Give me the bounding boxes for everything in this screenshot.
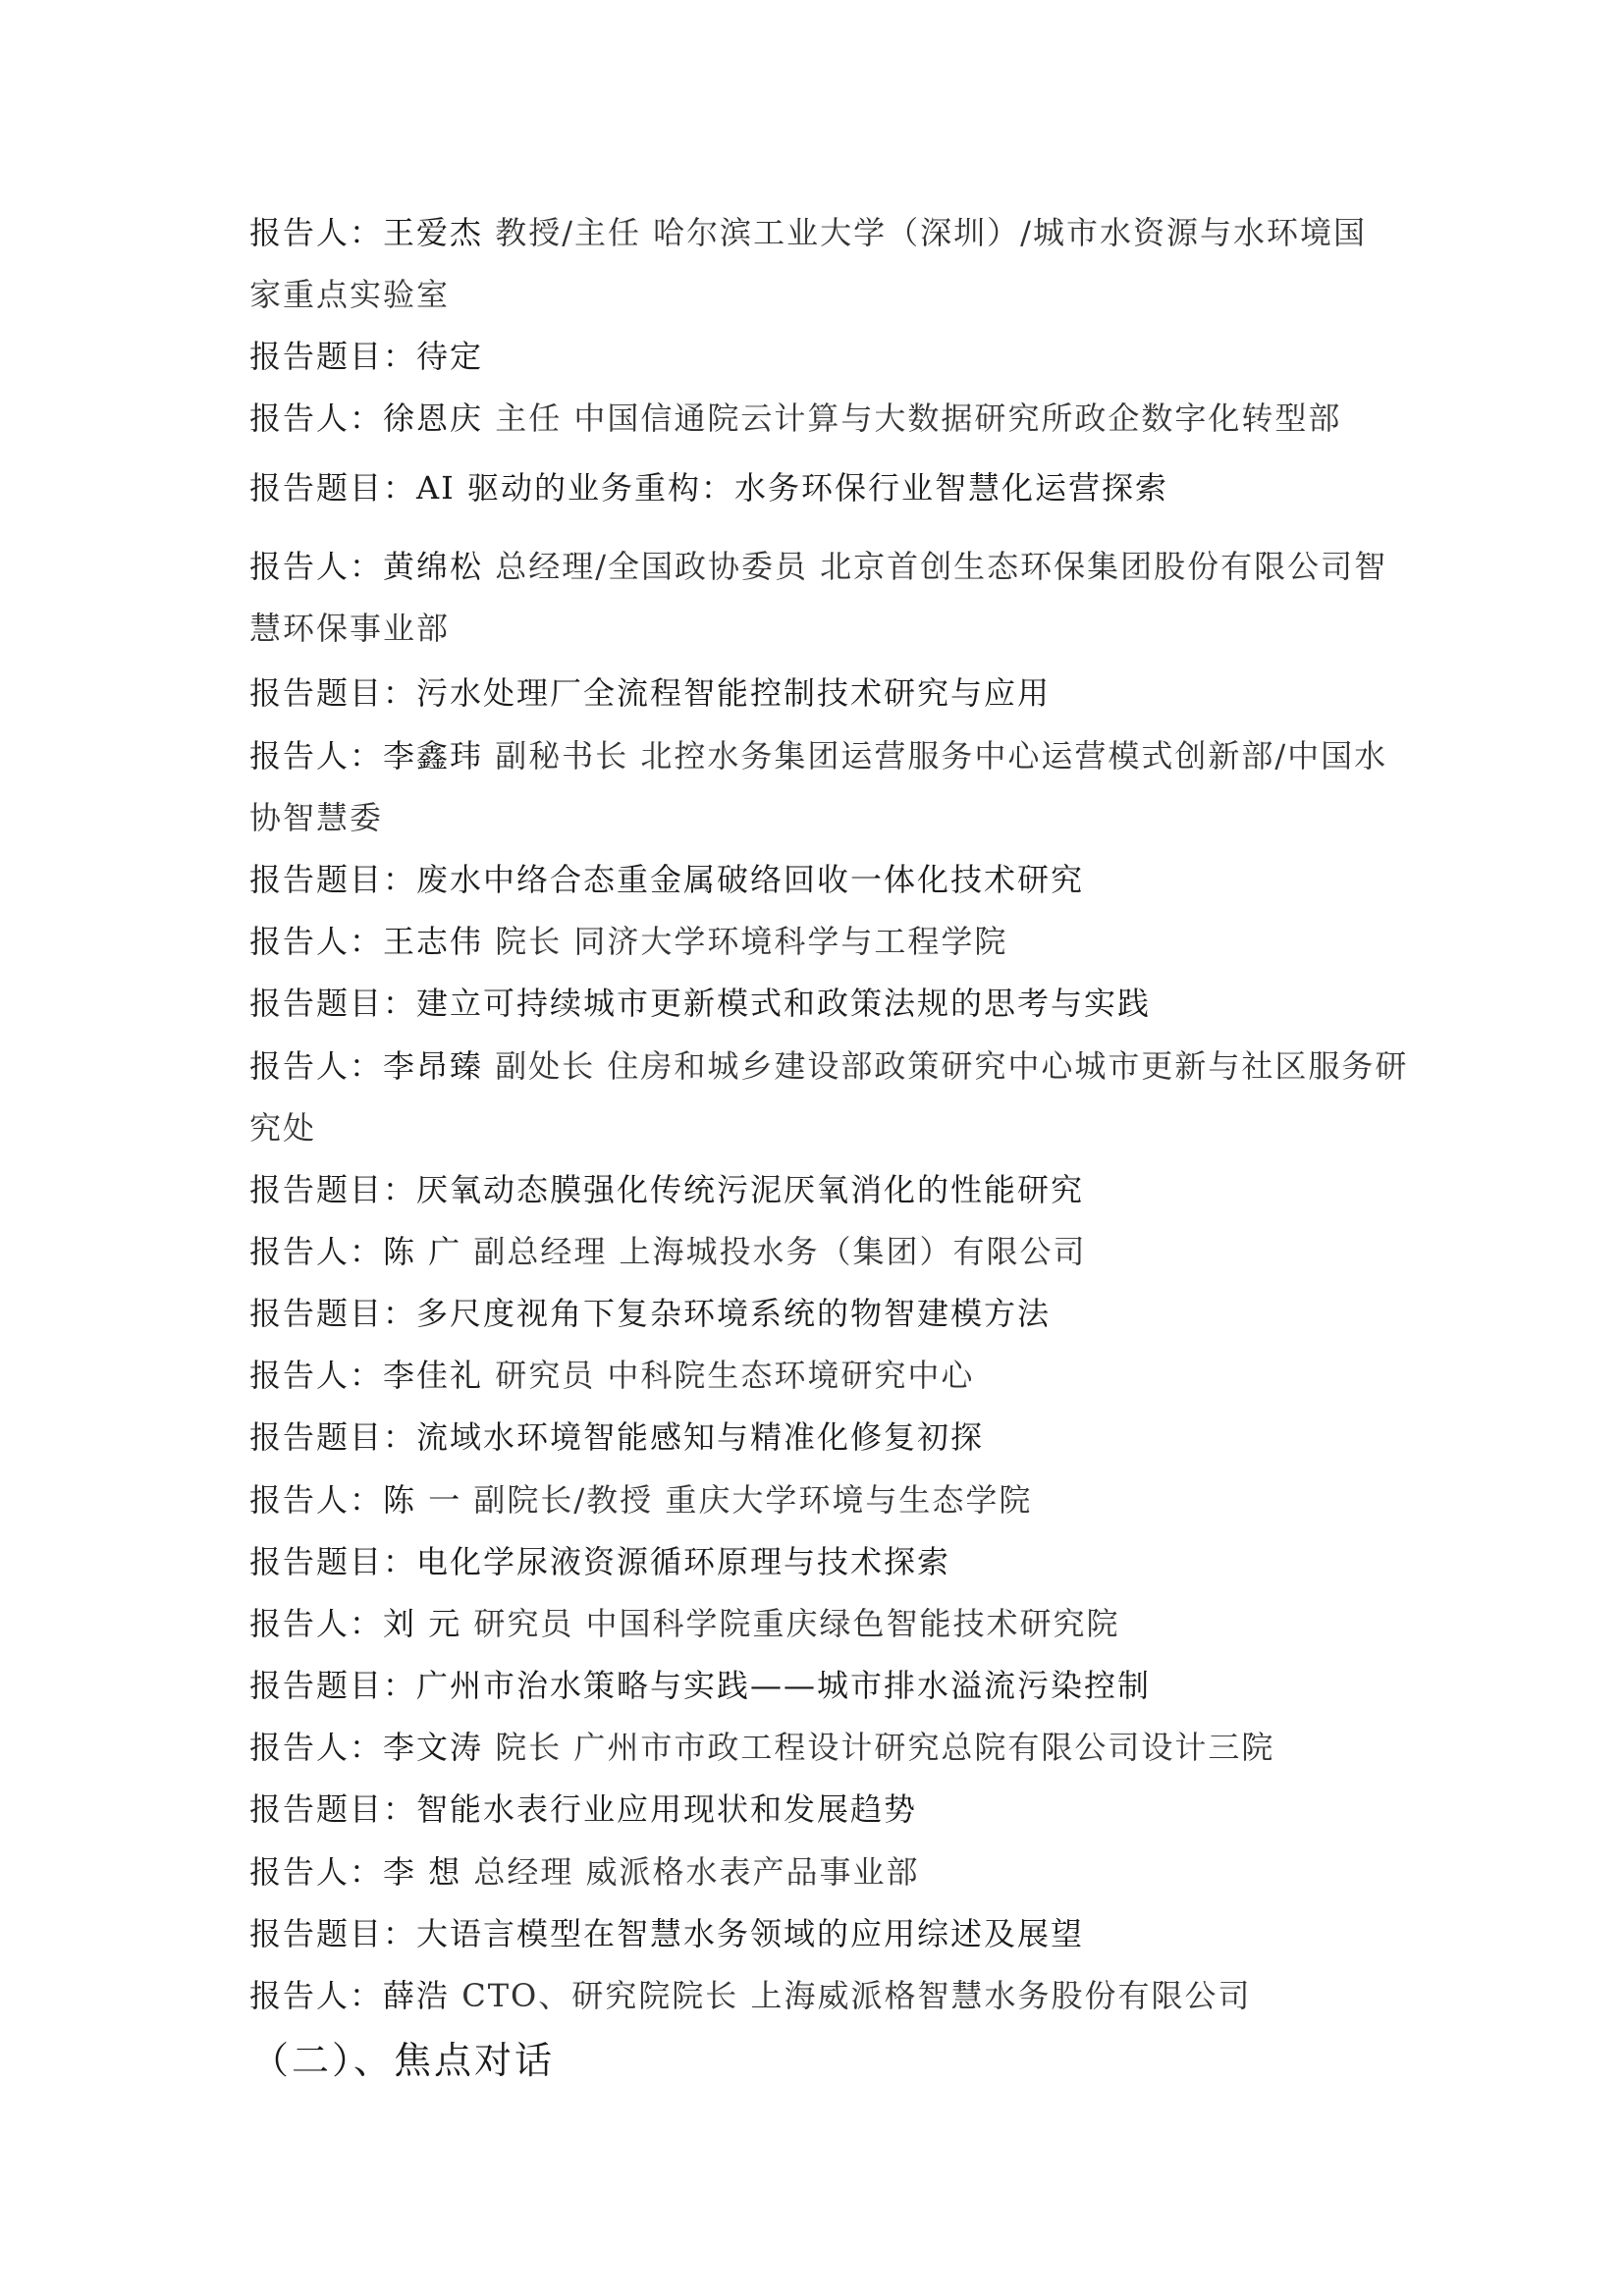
speaker-label: 报告人： bbox=[249, 400, 384, 437]
topic-label: 报告题目： bbox=[249, 1543, 417, 1580]
speaker-label: 报告人： bbox=[249, 1853, 384, 1891]
speaker-label: 报告人： bbox=[249, 737, 384, 774]
topic-line bbox=[249, 860, 1388, 899]
topic-line bbox=[249, 1789, 1388, 1829]
topic-line bbox=[249, 1666, 1388, 1705]
speaker-name: 李文涛 bbox=[383, 1729, 484, 1766]
topic-title: 待定 bbox=[416, 338, 484, 375]
speaker-line bbox=[249, 1480, 1388, 1520]
topic-line bbox=[249, 468, 1388, 507]
speaker-affiliation: 研究员 中国科学院重庆绿色智能技术研究院 bbox=[473, 1605, 1120, 1642]
speaker-name: 王爱杰 bbox=[383, 214, 484, 251]
topic-line bbox=[249, 1294, 1388, 1333]
speaker-affiliation: 副总经理 上海城投水务（集团）有限公司 bbox=[473, 1233, 1087, 1270]
speaker-affiliation: 教授/主任 哈尔滨工业大学（深圳）/城市水资源与水环境国 bbox=[495, 214, 1367, 251]
topic-title: 污水处理厂全流程智能控制技术研究与应用 bbox=[416, 674, 1052, 712]
topic-label: 报告题目： bbox=[249, 861, 417, 898]
speaker-label: 报告人： bbox=[249, 214, 384, 251]
speaker-affiliation: CTO、研究院院长 上海威派格智慧水务股份有限公司 bbox=[461, 1977, 1252, 2014]
speaker-affiliation-continued bbox=[249, 609, 1388, 648]
speaker-affiliation: 总经理/全国政协委员 北京首创生态环保集团股份有限公司智 bbox=[495, 548, 1388, 585]
speaker-line bbox=[249, 1356, 1388, 1395]
topic-title: 电化学尿液资源循环原理与技术探索 bbox=[416, 1543, 951, 1580]
speaker-affiliation: 院长 同济大学环境科学与工程学院 bbox=[495, 923, 1008, 960]
speaker-affiliation-cont: 家重点实验室 bbox=[249, 276, 451, 313]
speaker-name: 李 想 bbox=[383, 1853, 462, 1891]
topic-title: 大语言模型在智慧水务领域的应用综述及展望 bbox=[416, 1915, 1085, 1952]
topic-title: 多尺度视角下复杂环境系统的物智建模方法 bbox=[416, 1295, 1052, 1332]
speaker-affiliation-cont: 慧环保事业部 bbox=[249, 610, 451, 647]
speaker-affiliation: 副院长/教授 重庆大学环境与生态学院 bbox=[473, 1481, 1033, 1519]
topic-title: AI 驱动的业务重构：水务环保行业智慧化运营探索 bbox=[416, 469, 1168, 507]
speaker-affiliation: 副处长 住房和城乡建设部政策研究中心城市更新与社区服务研 bbox=[495, 1047, 1409, 1085]
speaker-label: 报告人： bbox=[249, 1233, 384, 1270]
speaker-name: 刘 元 bbox=[383, 1605, 462, 1642]
speaker-line bbox=[249, 736, 1388, 775]
topic-line bbox=[249, 1170, 1388, 1209]
speaker-name: 黄绵松 bbox=[383, 548, 484, 585]
topic-line bbox=[249, 673, 1388, 713]
speaker-line bbox=[249, 1046, 1409, 1086]
speaker-affiliation-continued bbox=[249, 275, 1388, 314]
speaker-name: 李昂臻 bbox=[383, 1047, 484, 1085]
topic-line bbox=[249, 984, 1388, 1023]
topic-title: 厌氧动态膜强化传统污泥厌氧消化的性能研究 bbox=[416, 1171, 1085, 1208]
topic-label: 报告题目： bbox=[249, 985, 417, 1022]
speaker-name: 李鑫玮 bbox=[383, 737, 484, 774]
speaker-line bbox=[249, 213, 1388, 252]
topic-label: 报告题目： bbox=[249, 1790, 417, 1828]
speaker-label: 报告人： bbox=[249, 548, 384, 585]
topic-label: 报告题目： bbox=[249, 1915, 417, 1952]
topic-line bbox=[249, 1417, 1388, 1457]
topic-title: 废水中络合态重金属破络回收一体化技术研究 bbox=[416, 861, 1085, 898]
topic-line bbox=[249, 337, 1388, 376]
speaker-line bbox=[249, 1976, 1388, 2015]
speaker-name: 徐恩庆 bbox=[383, 400, 484, 437]
speaker-name: 陈 广 bbox=[383, 1233, 462, 1270]
topic-label: 报告题目： bbox=[249, 1171, 417, 1208]
topic-label: 报告题目： bbox=[249, 338, 417, 375]
speaker-label: 报告人： bbox=[249, 1977, 384, 2014]
speaker-affiliation: 研究员 中科院生态环境研究中心 bbox=[495, 1357, 975, 1394]
speaker-label: 报告人： bbox=[249, 1047, 384, 1085]
speaker-affiliation: 副秘书长 北控水务集团运营服务中心运营模式创新部/中国水 bbox=[495, 737, 1388, 774]
speaker-label: 报告人： bbox=[249, 1357, 384, 1394]
topic-title: 广州市治水策略与实践——城市排水溢流污染控制 bbox=[416, 1667, 1152, 1704]
speaker-affiliation-continued bbox=[249, 798, 1388, 837]
topic-line bbox=[249, 1914, 1388, 1953]
speaker-affiliation: 院长 广州市市政工程设计研究总院有限公司设计三院 bbox=[495, 1729, 1275, 1766]
speaker-affiliation-continued bbox=[249, 1108, 1388, 1148]
speaker-label: 报告人： bbox=[249, 1729, 384, 1766]
speaker-affiliation: 总经理 威派格水表产品事业部 bbox=[473, 1853, 920, 1891]
speaker-label: 报告人： bbox=[249, 1605, 384, 1642]
speaker-line bbox=[249, 547, 1388, 586]
speaker-affiliation-cont: 协智慧委 bbox=[249, 799, 384, 836]
topic-line bbox=[249, 1542, 1388, 1581]
speaker-name: 王志伟 bbox=[383, 923, 484, 960]
speaker-label: 报告人： bbox=[249, 1481, 384, 1519]
speaker-name: 李佳礼 bbox=[383, 1357, 484, 1394]
speaker-name: 薛浩 bbox=[383, 1977, 451, 2014]
topic-title: 建立可持续城市更新模式和政策法规的思考与实践 bbox=[416, 985, 1152, 1022]
speaker-affiliation: 主任 中国信通院云计算与大数据研究所政企数字化转型部 bbox=[495, 400, 1342, 437]
topic-label: 报告题目： bbox=[249, 1295, 417, 1332]
speaker-line bbox=[249, 399, 1388, 438]
speaker-name: 陈 一 bbox=[383, 1481, 462, 1519]
speaker-line bbox=[249, 1852, 1388, 1892]
speaker-line bbox=[249, 1728, 1388, 1767]
topic-title: 流域水环境智能感知与精准化修复初探 bbox=[416, 1418, 985, 1456]
section-heading: （二）、焦点对话 bbox=[251, 2039, 556, 2082]
topic-label: 报告题目： bbox=[249, 1418, 417, 1456]
speaker-affiliation-cont: 究处 bbox=[249, 1109, 317, 1147]
speaker-line bbox=[249, 1604, 1388, 1643]
speaker-line bbox=[249, 1232, 1388, 1271]
speaker-label: 报告人： bbox=[249, 923, 384, 960]
topic-label: 报告题目： bbox=[249, 674, 417, 712]
topic-title: 智能水表行业应用现状和发展趋势 bbox=[416, 1790, 918, 1828]
speaker-line bbox=[249, 922, 1388, 961]
topic-label: 报告题目： bbox=[249, 1667, 417, 1704]
topic-label: 报告题目： bbox=[249, 469, 417, 507]
